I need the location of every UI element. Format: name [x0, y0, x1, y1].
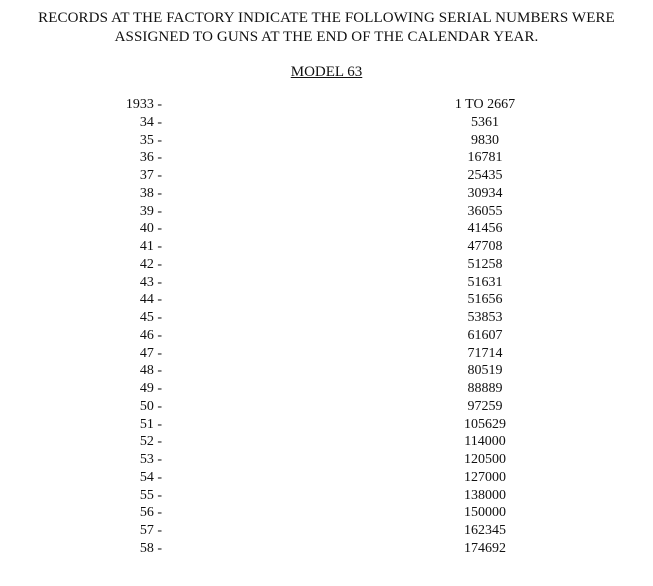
serial-number-cell: 51656 — [467, 292, 503, 308]
year-cell: 55 - — [139, 487, 162, 503]
year-cell: 53 - — [139, 452, 162, 467]
year-cell: 35 - — [139, 132, 162, 148]
year-cell: 41 - — [139, 239, 162, 254]
year-cell: 42 - — [139, 256, 162, 272]
table-row — [0, 487, 653, 505]
table-row — [0, 167, 653, 185]
serial-number-cell: 36055 — [467, 203, 503, 219]
table-row — [0, 291, 653, 309]
serial-number-cell: 51631 — [467, 274, 503, 290]
table-row — [0, 451, 653, 469]
year-cell: 58 - — [139, 540, 162, 556]
table-row — [0, 362, 653, 380]
table-row — [0, 327, 653, 345]
serial-number-cell: 114000 — [464, 434, 506, 450]
serial-number-cell: 97259 — [467, 398, 503, 414]
serial-number-cell: 138000 — [464, 487, 506, 503]
table-row — [0, 309, 653, 327]
year-cell: 1933 - — [125, 97, 162, 112]
table-row — [0, 238, 653, 256]
table-row — [0, 504, 653, 522]
year-cell: 34 - — [139, 114, 162, 130]
table-row — [0, 220, 653, 238]
year-cell: 54 - — [139, 469, 162, 485]
serial-number-cell: 80519 — [467, 363, 503, 379]
year-cell: 52 - — [139, 434, 162, 450]
serial-number-cell: 162345 — [464, 523, 506, 538]
year-cell: 51 - — [139, 416, 162, 432]
table-row — [0, 274, 653, 292]
serial-number-cell: 16781 — [467, 150, 503, 166]
serial-number-cell: 174692 — [464, 540, 506, 556]
serial-number-table — [0, 96, 653, 558]
table-row — [0, 522, 653, 540]
serial-number-cell: 61607 — [467, 327, 503, 343]
table-row — [0, 433, 653, 451]
heading-line-1: RECORDS AT THE FACTORY INDICATE THE FOLLOWING SERIAL NUMBERS WERE — [38, 10, 615, 26]
year-cell: 47 - — [139, 345, 162, 361]
serial-number-cell: 127000 — [464, 469, 506, 485]
table-row — [0, 380, 653, 398]
year-cell: 48 - — [139, 363, 162, 379]
year-cell: 57 - — [139, 523, 162, 538]
table-row — [0, 256, 653, 274]
year-cell: 50 - — [139, 398, 162, 414]
year-cell: 49 - — [139, 381, 162, 396]
table-row — [0, 185, 653, 203]
table-row — [0, 469, 653, 487]
year-cell: 44 - — [139, 292, 162, 308]
year-cell: 40 - — [139, 221, 162, 237]
year-cell: 56 - — [139, 505, 162, 521]
table-row — [0, 96, 653, 114]
serial-number-cell: 41456 — [467, 221, 503, 237]
serial-number-cell: 5361 — [471, 114, 499, 130]
table-row — [0, 416, 653, 434]
model-title: MODEL 63 — [290, 64, 363, 80]
table-row — [0, 149, 653, 167]
table-row — [0, 114, 653, 132]
serial-number-cell: 150000 — [464, 505, 506, 521]
serial-number-cell: 25435 — [467, 168, 503, 183]
serial-number-cell: 9830 — [471, 132, 499, 148]
serial-number-cell: 1 TO 2667 — [454, 97, 516, 112]
year-cell: 38 - — [139, 185, 162, 201]
serial-number-cell: 71714 — [467, 345, 503, 361]
serial-number-cell: 51258 — [467, 256, 503, 272]
serial-number-cell: 120500 — [464, 452, 506, 467]
table-row — [0, 540, 653, 558]
serial-number-cell: 105629 — [464, 416, 506, 432]
serial-number-cell: 88889 — [467, 381, 503, 396]
table-row — [0, 203, 653, 221]
year-cell: 37 - — [139, 168, 162, 183]
table-row — [0, 132, 653, 150]
serial-number-cell: 30934 — [467, 185, 503, 201]
year-cell: 43 - — [139, 274, 162, 290]
table-row — [0, 398, 653, 416]
year-cell: 39 - — [139, 203, 162, 219]
heading-line-2: ASSIGNED TO GUNS AT THE END OF THE CALENDAR YEAR. — [114, 29, 539, 45]
serial-number-cell: 53853 — [467, 310, 503, 325]
serial-number-cell: 47708 — [467, 239, 503, 254]
year-cell: 46 - — [139, 327, 162, 343]
document-heading — [0, 9, 653, 47]
year-cell: 36 - — [139, 150, 162, 166]
table-row — [0, 345, 653, 363]
year-cell: 45 - — [139, 310, 162, 325]
